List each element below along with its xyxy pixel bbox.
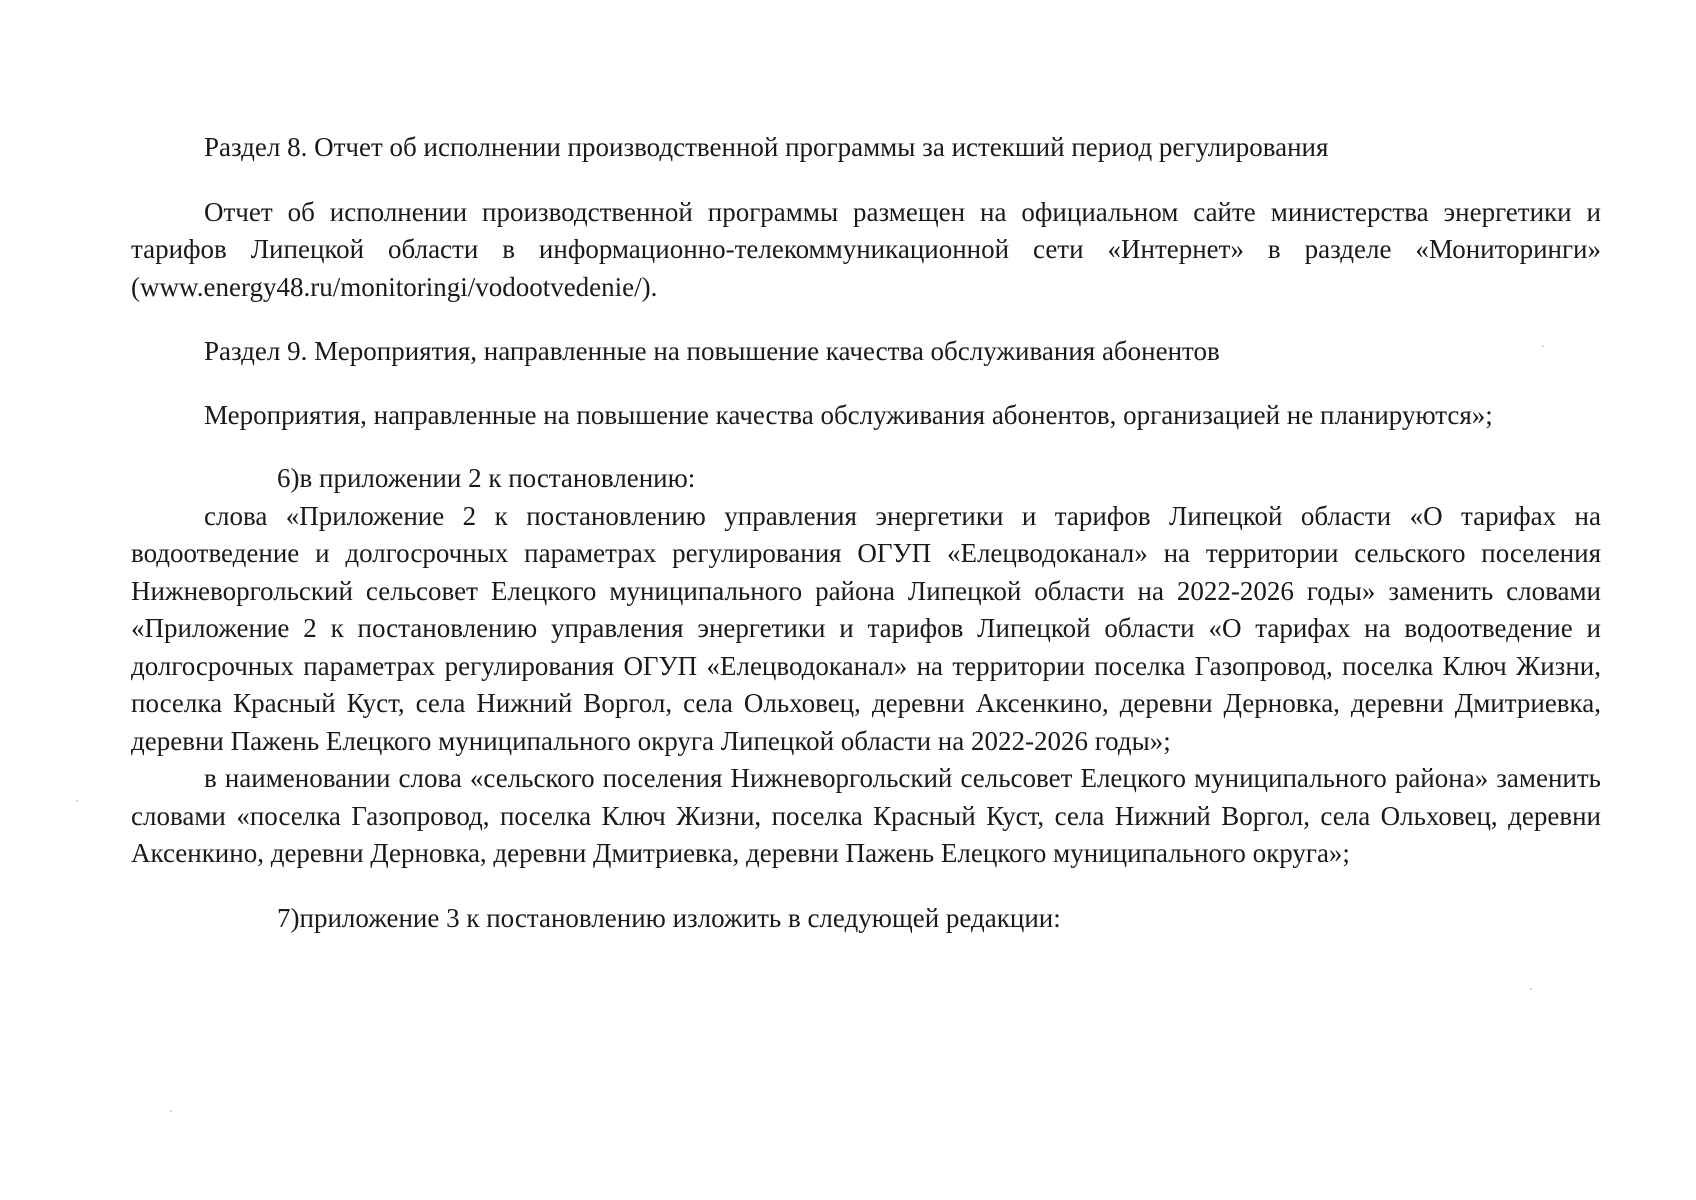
item-6-paragraph-2: в наименовании слова «сельского поселения Нижневоргольский сельсовет Елецкого муниципального района» заменить словами «поселка Газопровод, поселка Ключ Жизни, поселка Красный Куст, села Нижний Воргол, села Ольховец, деревни Аксенкино, деревни Дерновка, деревни Дмитриевка, деревни Пажень Елецкого муниципального округа»; [131, 763, 1601, 868]
section-8-text: Отчет об исполнении производственной программы размещен на официальном сайте министерства энергетики и тарифов Липецкой области в информационно-телекоммуникационной сети «Интернет» в разделе «Мониторинги» (www.energy48.ru/monitoringi/vodootvedenie/). [131, 196, 1601, 302]
item-6-number: 6) [277, 463, 300, 493]
item-6-intro-line [131, 460, 1601, 498]
item-7-number: 7) [277, 902, 300, 933]
item-7-text: приложение 3 к постановлению изложить в следующей редакции: [299, 902, 1061, 933]
scan-speck [170, 1110, 172, 1112]
section-9-heading: Раздел 9. Мероприятия, направленные на повышение качества обслуживания абонентов [204, 336, 1220, 366]
item-7-line [131, 900, 1601, 938]
scan-speck [76, 800, 78, 802]
item-6-intro: в приложении 2 к постановлению: [299, 463, 696, 493]
scan-speck [1530, 988, 1532, 990]
document-body [131, 129, 1601, 937]
section-9-text: Мероприятия, направленные на повышение качества обслуживания абонентов, организацией не планируются»; [204, 399, 1493, 430]
section-8-heading: Раздел 8. Отчет об исполнении производственной программы за истекший период регулирования [204, 132, 1329, 162]
item-6-paragraph-1: слова «Приложение 2 к постановлению управления энергетики и тарифов Липецкой области «О тарифах на водоотведение и долгосрочных параметрах регулирования ОГУП «Елецводоканал» на территории сельского поселения Нижневоргольский сельсовет Елецкого муниципального района Липецкой области на 2022-2026 годы» заменить словами «Приложение 2 к постановлению управления энергетики и тарифов Липецкой области «О тарифах на водоотведение и долгосрочных параметрах регулирования ОГУП «Елецводоканал» на территории поселка Газопровод, поселка Ключ Жизни, поселка Красный Куст, села Нижний Воргол, села Ольховец, деревни Аксенкино, деревни Дерновка, деревни Дмитриевка, деревни Пажень Елецкого муниципального округа Липецкой области на 2022-2026 годы»; [131, 500, 1601, 756]
